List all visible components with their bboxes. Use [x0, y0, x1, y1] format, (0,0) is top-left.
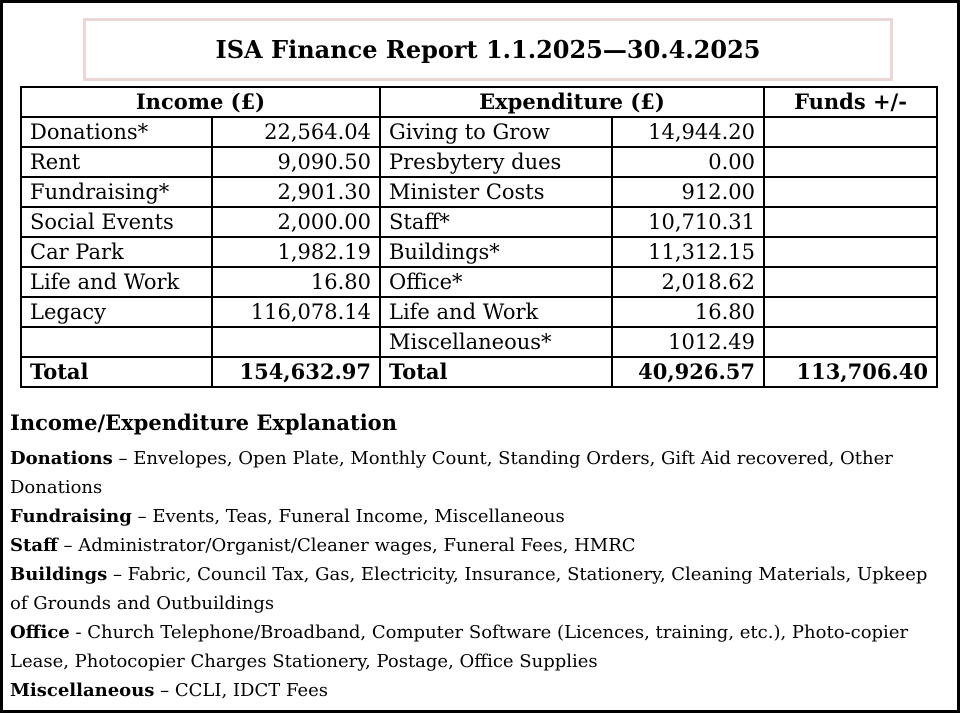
expenditure-label-cell: Staff* [380, 207, 612, 237]
explanation-item [10, 618, 950, 676]
total-income-label-cell: Total [21, 357, 212, 387]
table-row [21, 297, 937, 327]
explanation-heading: Income/Expenditure Explanation [10, 410, 397, 435]
table-row [21, 207, 937, 237]
expenditure-amount-cell: 10,710.31 [612, 207, 764, 237]
table-row [21, 237, 937, 267]
expenditure-label-cell: Buildings* [380, 237, 612, 267]
income-label-cell: Rent [21, 147, 212, 177]
report-title: ISA Finance Report 1.1.2025—30.4.2025 [83, 18, 893, 81]
explanation-term: Donations [10, 448, 113, 469]
expenditure-amount-cell: 0.00 [612, 147, 764, 177]
funds-cell [764, 207, 937, 237]
explanation-item [10, 444, 950, 502]
income-label-cell: Legacy [21, 297, 212, 327]
expenditure-amount-cell: 2,018.62 [612, 267, 764, 297]
table-row [21, 147, 937, 177]
explanation-separator: – [107, 564, 128, 585]
explanation-item [10, 531, 950, 560]
table-row [21, 327, 937, 357]
expenditure-amount-cell: 14,944.20 [612, 117, 764, 147]
income-label-cell: Fundraising* [21, 177, 212, 207]
income-label-cell: Car Park [21, 237, 212, 267]
expenditure-amount-cell: 11,312.15 [612, 237, 764, 267]
explanation-item [10, 560, 950, 618]
explanation-text: Church Telephone/Broadband, Computer Software (Licences, training, etc.), Photo-copier Lease, Photocopier Charges Stationery, Postage, Office Supplies [10, 622, 909, 672]
income-amount-cell [212, 327, 380, 357]
explanation-text: Fabric, Council Tax, Gas, Electricity, Insurance, Stationery, Cleaning Materials, Upkeep of Grounds and Outbuildings [10, 564, 928, 614]
expenditure-amount-cell: 912.00 [612, 177, 764, 207]
expenditure-label-cell: Presbytery dues [380, 147, 612, 177]
explanation-term: Miscellaneous [10, 680, 155, 701]
income-header: Income (£) [21, 87, 380, 117]
explanation-text: Envelopes, Open Plate, Monthly Count, Standing Orders, Gift Aid recovered, Other Donations [10, 448, 893, 498]
total-expenditure-amount-cell: 40,926.57 [612, 357, 764, 387]
income-amount-cell: 2,000.00 [212, 207, 380, 237]
table-header-row [21, 87, 937, 117]
expenditure-label-cell: Miscellaneous* [380, 327, 612, 357]
explanation-item [10, 502, 950, 531]
funds-cell [764, 237, 937, 267]
explanation-text: Events, Teas, Funeral Income, Miscellaneous [152, 506, 565, 527]
income-amount-cell: 1,982.19 [212, 237, 380, 267]
explanation-separator: - [69, 622, 88, 643]
explanation-text: Administrator/Organist/Cleaner wages, Funeral Fees, HMRC [78, 535, 636, 556]
explanation-separator: – [154, 680, 175, 701]
income-amount-cell: 2,901.30 [212, 177, 380, 207]
table-row [21, 117, 937, 147]
expenditure-header: Expenditure (£) [380, 87, 764, 117]
explanation-term: Buildings [10, 564, 108, 585]
explanation-term: Staff [10, 535, 58, 556]
table-row [21, 267, 937, 297]
finance-table [20, 86, 938, 388]
income-amount-cell: 9,090.50 [212, 147, 380, 177]
expenditure-label-cell: Office* [380, 267, 612, 297]
funds-header: Funds +/- [764, 87, 937, 117]
total-expenditure-label-cell: Total [380, 357, 612, 387]
funds-cell [764, 267, 937, 297]
explanation-separator: – [57, 535, 79, 556]
explanation-term: Fundraising [10, 506, 132, 527]
funds-cell [764, 177, 937, 207]
expenditure-label-cell: Life and Work [380, 297, 612, 327]
funds-cell [764, 147, 937, 177]
expenditure-amount-cell: 1012.49 [612, 327, 764, 357]
explanation-separator: – [131, 506, 153, 527]
funds-cell [764, 327, 937, 357]
income-amount-cell: 22,564.04 [212, 117, 380, 147]
total-income-amount-cell: 154,632.97 [212, 357, 380, 387]
income-label-cell: Life and Work [21, 267, 212, 297]
explanation-text: CCLI, IDCT Fees [174, 680, 329, 701]
total-funds-cell: 113,706.40 [764, 357, 937, 387]
table-row [21, 177, 937, 207]
expenditure-amount-cell: 16.80 [612, 297, 764, 327]
income-amount-cell: 116,078.14 [212, 297, 380, 327]
expenditure-label-cell: Giving to Grow [380, 117, 612, 147]
income-amount-cell: 16.80 [212, 267, 380, 297]
income-label-cell: Donations* [21, 117, 212, 147]
explanation-section [10, 408, 950, 705]
funds-cell [764, 297, 937, 327]
explanation-term: Office [10, 622, 70, 643]
income-label-cell [21, 327, 212, 357]
funds-cell [764, 117, 937, 147]
explanation-item [10, 676, 950, 705]
explanation-separator: – [112, 448, 134, 469]
total-row [21, 357, 937, 387]
income-label-cell: Social Events [21, 207, 212, 237]
expenditure-label-cell: Minister Costs [380, 177, 612, 207]
